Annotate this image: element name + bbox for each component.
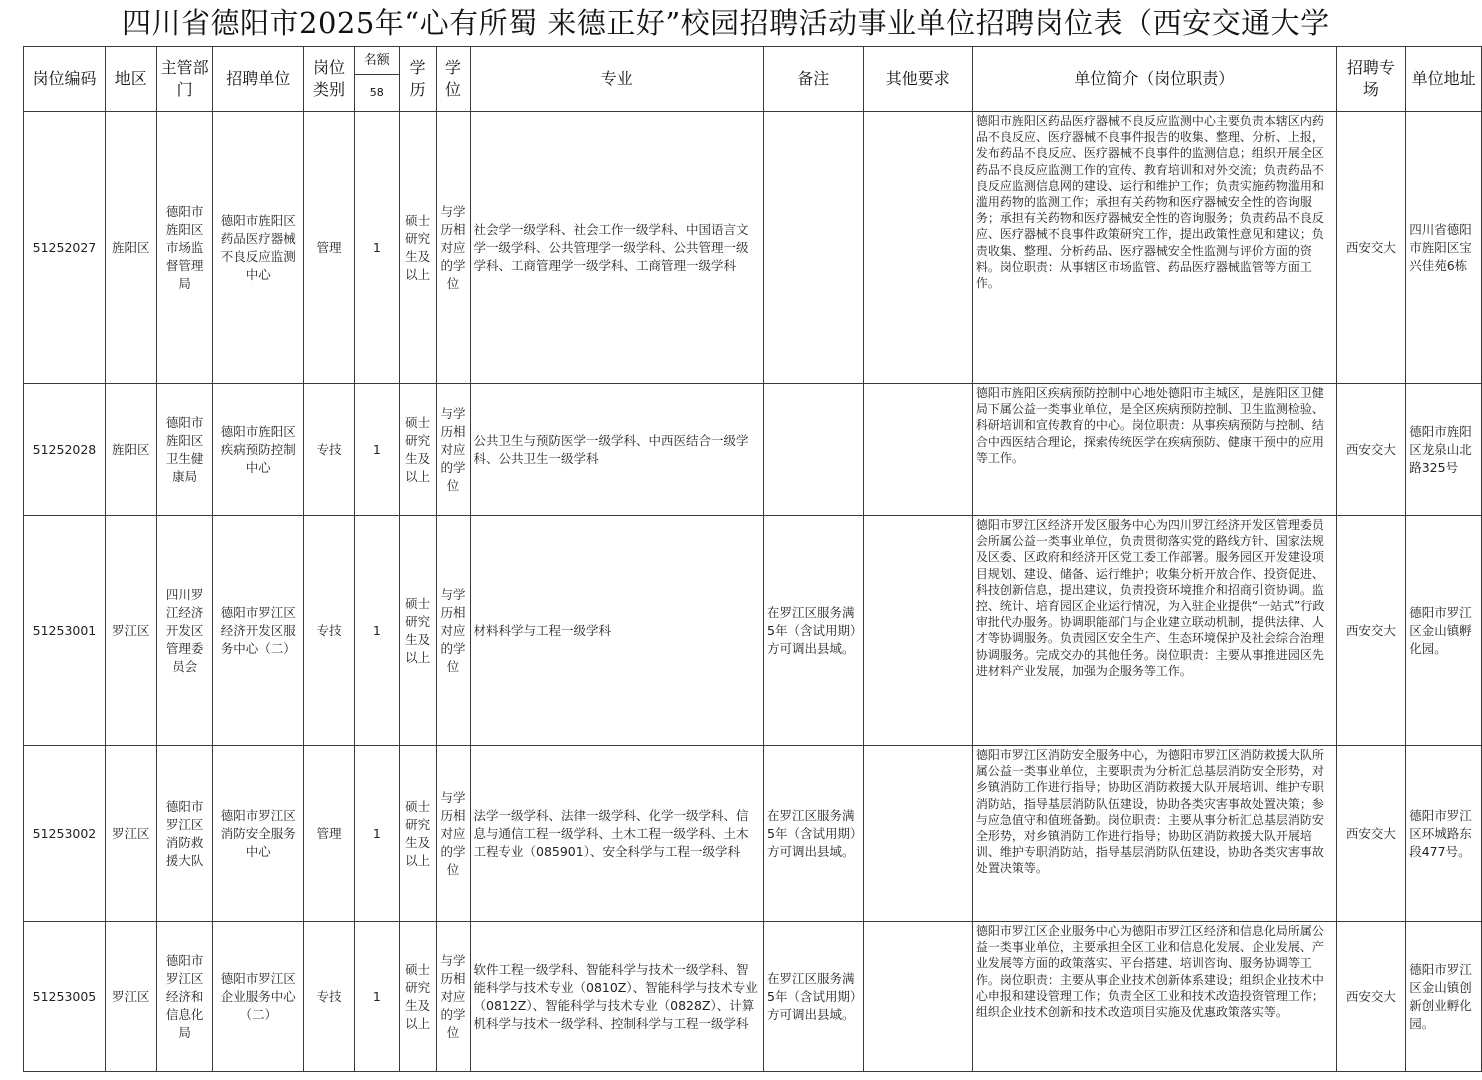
header-session: 招聘专场 <box>1336 47 1406 112</box>
table-row <box>24 922 1482 1072</box>
header-other: 其他要求 <box>863 47 972 112</box>
cell-region: 旌阳区 <box>105 384 156 516</box>
cell-other <box>863 384 972 516</box>
cell-major: 法学一级学科、法律一级学科、化学一级学科、信息与通信工程一级学科、土木工程一级学科、土木工程专业（085901）、安全科学与工程一级学科 <box>470 746 764 922</box>
header-quota-total: 58 <box>369 85 384 99</box>
cell-code: 51252027 <box>24 112 106 384</box>
cell-remark: 在罗江区服务满5年（含试用期）方可调出县域。 <box>764 922 864 1072</box>
header-major: 专业 <box>470 47 764 112</box>
cell-major: 软件工程一级学科、智能科学与技术一级学科、智能科学与技术专业（0810Z）、智能科学与技术专业（0812Z）、智能科学与技术专业（0828Z）、计算机科学与技术一级学科、控制科学与工程一级学科 <box>470 922 764 1072</box>
cell-remark <box>764 384 864 516</box>
cell-remark: 在罗江区服务满5年（含试用期）方可调出县域。 <box>764 516 864 746</box>
cell-address: 四川省德阳市旌阳区宝兴佳苑6栋 <box>1406 112 1482 384</box>
cell-session: 西安交大 <box>1336 746 1406 922</box>
cell-other <box>863 516 972 746</box>
cell-unit: 德阳市罗江区消防安全服务中心 <box>213 746 304 922</box>
cell-degree: 与学历相对应的学位 <box>436 384 470 516</box>
cell-degree: 与学历相对应的学位 <box>436 112 470 384</box>
cell-quota: 1 <box>354 746 399 922</box>
cell-address: 德阳市罗江区金山镇创新创业孵化园。 <box>1406 922 1482 1072</box>
cell-unit: 德阳市罗江区企业服务中心（二） <box>213 922 304 1072</box>
cell-degree: 与学历相对应的学位 <box>436 922 470 1072</box>
cell-type: 专技 <box>304 516 355 746</box>
cell-remark: 在罗江区服务满5年（含试用期）方可调出县域。 <box>764 746 864 922</box>
cell-code: 51253001 <box>24 516 106 746</box>
cell-code: 51253005 <box>24 922 106 1072</box>
cell-intro: 德阳市罗江区消防安全服务中心，为德阳市罗江区消防救援大队所属公益一类事业单位，主要职责为分析汇总基层消防安全形势，对乡镇消防工作进行指导；协助区消防救援大队开展培训、维护专职消防站，指导基层消防队伍建设，协助各类灾害事故处置决策；参与应急值守和值班备勤。岗位职责：主要从事分析汇总基层消防安全形势，对乡镇消防工作进行指导；协助区消防救援大队开展培训、维护专职消防站，指导基层消防队伍建设，协助各类灾害事故处置决策等。 <box>972 746 1336 922</box>
header-code: 岗位编码 <box>24 47 106 112</box>
cell-type: 管理 <box>304 746 355 922</box>
cell-session: 西安交大 <box>1336 516 1406 746</box>
header-remark: 备注 <box>764 47 864 112</box>
header-edu: 学历 <box>399 47 436 112</box>
cell-major: 社会学一级学科、社会工作一级学科、中国语言文学一级学科、公共管理学一级学科、公共管理一级学科、工商管理学一级学科、工商管理一级学科 <box>470 112 764 384</box>
cell-dept: 德阳市罗江区经济和信息化局 <box>156 922 213 1072</box>
cell-region: 罗江区 <box>105 922 156 1072</box>
cell-quota: 1 <box>354 112 399 384</box>
header-dept: 主管部门 <box>156 47 213 112</box>
cell-intro: 德阳市罗江区经济开发区服务中心为四川罗江经济开发区管理委员会所属公益一类事业单位，负责贯彻落实党的路线方针、国家法规及区委、区政府和经济开区党工委工作部署。服务园区开发建设项目规划、建设、储备、运行维护；收集分析开放合作、投资促进、科技创新信息，提出建议，负责投资环境推介和招商引资协调。监控、统计、培育园区企业运行情况，为入驻企业提供“一站式”行政审批代办服务。协调职能部门与企业建立联动机制，提供法律、人才等协调服务。负责园区安全生产、生态环境保护及社会综合治理协调服务。完成交办的其他任务。岗位职责：主要从事推进园区先进材料产业发展，加强为企服务等工作。 <box>972 516 1336 746</box>
cell-intro: 德阳市旌阳区药品医疗器械不良反应监测中心主要负责本辖区内药品不良反应、医疗器械不良事件报告的收集、整理、分析、上报，发布药品不良反应、医疗器械不良事件的监测信息；组织开展全区药品不良反应监测工作的宣传、教育培训和对外交流；负责药品不良反应监测信息网的建设、运行和维护工作；负责实施药物滥用和滥用药物的监测工作；承担有关药物和医疗器械安全性的咨询服务；承担有关药物和医疗器械安全性的咨询服务；负责药品不良反应、医疗器械不良事件政策研究工作，提出政策性意见和建议；负责收集、整理、分析药品、医疗器械安全性监测与评价方面的资料。岗位职责：从事辖区市场监管、药品医疗器械监管等方面工作。 <box>972 112 1336 384</box>
cell-code: 51252028 <box>24 384 106 516</box>
cell-other <box>863 112 972 384</box>
cell-session: 西安交大 <box>1336 112 1406 384</box>
cell-edu: 硕士研究生及以上 <box>399 746 436 922</box>
header-quota <box>354 47 399 112</box>
cell-unit: 德阳市罗江区经济开发区服务中心（二） <box>213 516 304 746</box>
cell-session: 西安交大 <box>1336 384 1406 516</box>
cell-dept: 德阳市旌阳区市场监督管理局 <box>156 112 213 384</box>
cell-edu: 硕士研究生及以上 <box>399 384 436 516</box>
cell-degree: 与学历相对应的学位 <box>436 746 470 922</box>
cell-intro: 德阳市罗江区企业服务中心为德阳市罗江区经济和信息化局所属公益一类事业单位，主要承担全区工业和信息化发展、企业发展、产业发展等方面的政策落实、平台搭建、培训咨询、服务协调等工作。岗位职责：主要从事企业技术创新体系建设；组织企业技术中心申报和建设管理工作；负责全区工业和技术改造投资管理工作；组织企业技术创新和技术改造项目实施及优惠政策落实等。 <box>972 922 1336 1072</box>
cell-quota: 1 <box>354 384 399 516</box>
cell-dept: 德阳市罗江区消防救援大队 <box>156 746 213 922</box>
recruitment-table <box>23 46 1482 1072</box>
cell-major: 公共卫生与预防医学一级学科、中西医结合一级学科、公共卫生一级学科 <box>470 384 764 516</box>
cell-region: 旌阳区 <box>105 112 156 384</box>
cell-edu: 硕士研究生及以上 <box>399 112 436 384</box>
header-type: 岗位类别 <box>304 47 355 112</box>
cell-region: 罗江区 <box>105 746 156 922</box>
cell-type: 管理 <box>304 112 355 384</box>
header-address: 单位地址 <box>1406 47 1482 112</box>
cell-other <box>863 746 972 922</box>
cell-address: 德阳市罗江区金山镇孵化园。 <box>1406 516 1482 746</box>
cell-dept: 四川罗江经济开发区管理委员会 <box>156 516 213 746</box>
cell-degree: 与学历相对应的学位 <box>436 516 470 746</box>
cell-intro: 德阳市旌阳区疾病预防控制中心地处德阳市主城区，是旌阳区卫健局下属公益一类事业单位，是全区疾病预防控制、卫生监测检验、科研培训和宣传教育的中心。岗位职责：从事疾病预防与控制、结合中西医结合理论，探索传统医学在疾病预防、健康干预中的应用等工作。 <box>972 384 1336 516</box>
cell-session: 西安交大 <box>1336 922 1406 1072</box>
cell-type: 专技 <box>304 384 355 516</box>
cell-type: 专技 <box>304 922 355 1072</box>
header-quota-label: 名额 <box>355 48 399 75</box>
cell-edu: 硕士研究生及以上 <box>399 922 436 1072</box>
header-unit: 招聘单位 <box>213 47 304 112</box>
cell-quota: 1 <box>354 516 399 746</box>
table-row <box>24 516 1482 746</box>
table-row <box>24 384 1482 516</box>
cell-other <box>863 922 972 1072</box>
table-row <box>24 112 1482 384</box>
cell-quota: 1 <box>354 922 399 1072</box>
page-title: 四川省德阳市2025年“心有所蜀 来德正好”校园招聘活动事业单位招聘岗位表（西安交通大学 <box>122 6 1330 40</box>
cell-unit: 德阳市旌阳区药品医疗器械不良反应监测中心 <box>213 112 304 384</box>
cell-remark <box>764 112 864 384</box>
header-region: 地区 <box>105 47 156 112</box>
cell-address: 德阳市旌阳区龙泉山北路325号 <box>1406 384 1482 516</box>
header-degree: 学位 <box>436 47 470 112</box>
cell-dept: 德阳市旌阳区卫生健康局 <box>156 384 213 516</box>
cell-unit: 德阳市旌阳区疾病预防控制中心 <box>213 384 304 516</box>
cell-code: 51253002 <box>24 746 106 922</box>
cell-edu: 硕士研究生及以上 <box>399 516 436 746</box>
header-row <box>24 47 1482 112</box>
cell-address: 德阳市罗江区环城路东段477号。 <box>1406 746 1482 922</box>
header-intro: 单位简介（岗位职责） <box>972 47 1336 112</box>
table-row <box>24 746 1482 922</box>
cell-major: 材料科学与工程一级学科 <box>470 516 764 746</box>
cell-region: 罗江区 <box>105 516 156 746</box>
